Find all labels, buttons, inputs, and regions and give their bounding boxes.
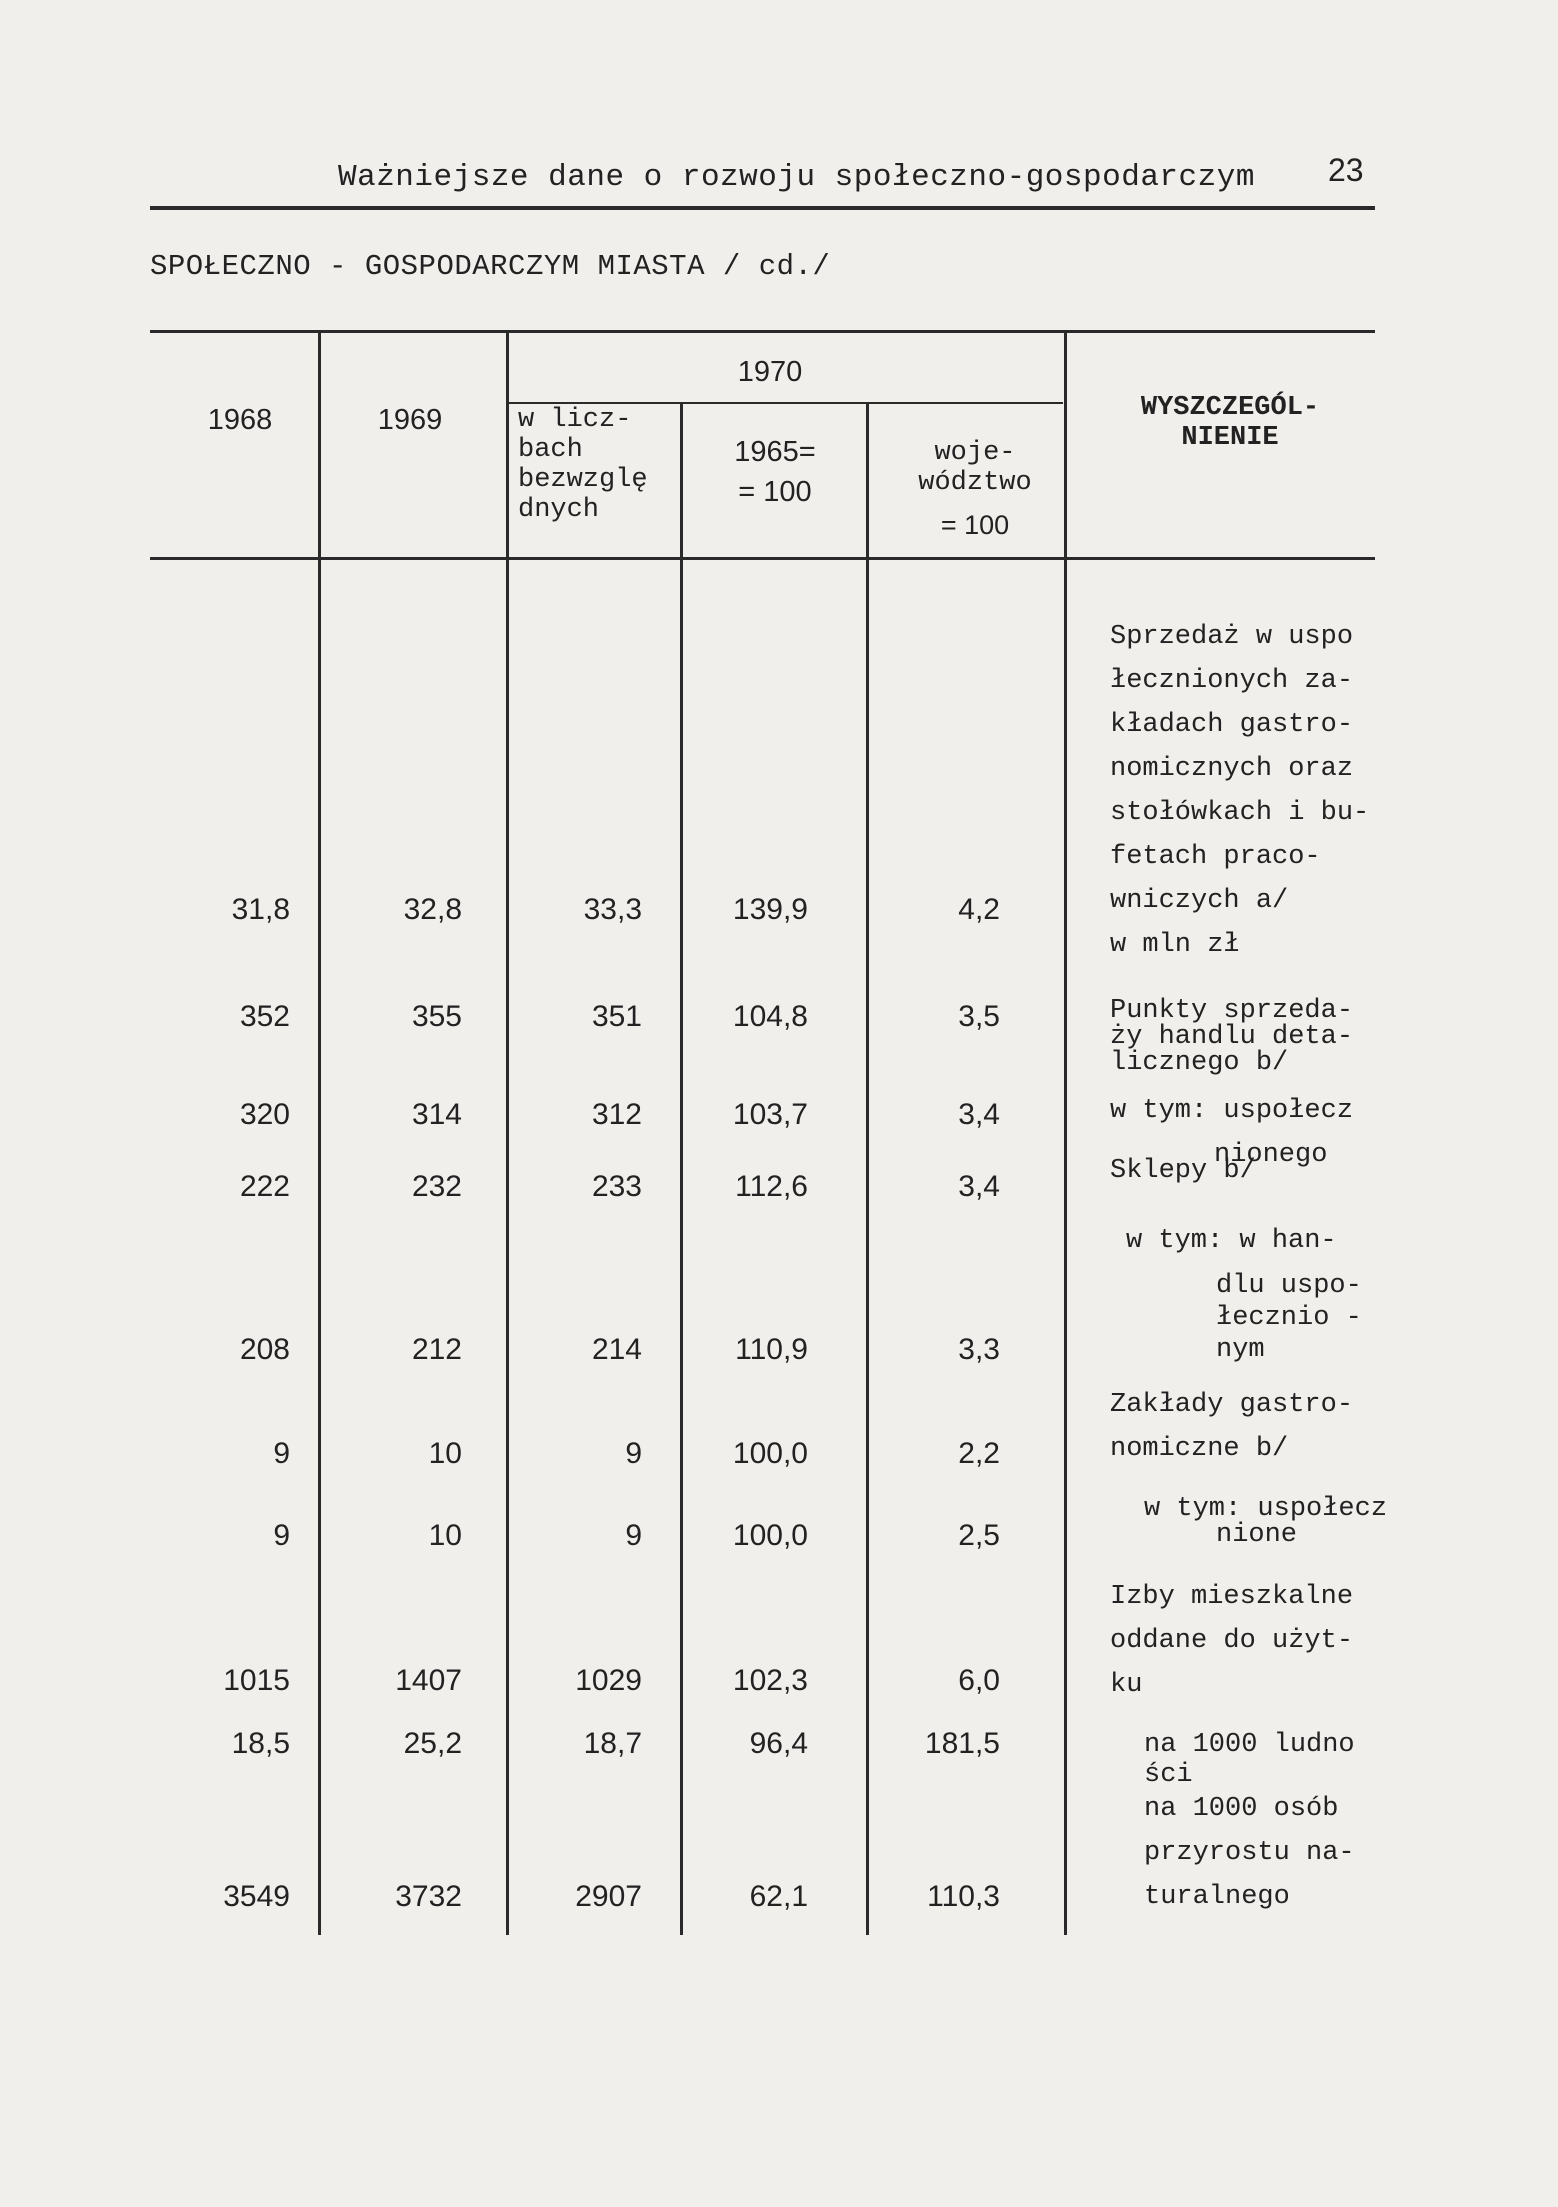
- table-cell: 3,3: [958, 1333, 1000, 1366]
- table-cell: 214: [591, 1333, 642, 1366]
- description-line: nomiczne b/: [1110, 1434, 1289, 1464]
- table-cell: 62,1: [749, 1880, 808, 1913]
- table-cell: 18,5: [231, 1727, 290, 1760]
- description-line: turalnego: [1144, 1882, 1290, 1912]
- table-cell: 96,4: [749, 1727, 808, 1760]
- description-line: w mln zł: [1110, 930, 1240, 960]
- header-bottom-rule: [150, 557, 1375, 560]
- table-cell: 10: [428, 1437, 462, 1470]
- table-cell: 351: [591, 1000, 642, 1033]
- header-1969: 1969: [377, 404, 443, 436]
- description-line: nionego: [1214, 1140, 1328, 1170]
- description-line: ku: [1110, 1670, 1143, 1700]
- table-title: SPOŁECZNO - GOSPODARCZYM MIASTA / cd./: [150, 250, 831, 283]
- table-cell: 103,7: [732, 1098, 808, 1131]
- header-index-1965: 1965= = 100: [734, 436, 816, 508]
- description-line: Izby mieszkalne: [1110, 1582, 1354, 1612]
- description-line: nomicznych oraz: [1110, 754, 1354, 784]
- header-description: WYSZCZEGÓL- NIENIE: [1140, 393, 1320, 453]
- subheader-rule: [508, 402, 1063, 404]
- description-line: wniczych a/: [1110, 886, 1289, 916]
- page-number: 23: [1328, 152, 1364, 188]
- table-cell: 25,2: [403, 1727, 462, 1760]
- header-rule: [150, 206, 1375, 210]
- description-line: Sprzedaż w uspo: [1110, 622, 1354, 652]
- description-line: w tym: uspołecz: [1144, 1494, 1388, 1524]
- description-line: kładach gastro-: [1110, 710, 1354, 740]
- table-cell: 1029: [575, 1664, 642, 1697]
- description-line: Sklepy b/: [1110, 1156, 1256, 1186]
- description-line: w tym: uspołecz: [1110, 1096, 1354, 1126]
- description-line: Punkty sprzeda-: [1110, 996, 1354, 1026]
- table-cell: 222: [239, 1170, 290, 1203]
- table-cell: 1407: [395, 1664, 462, 1697]
- table-cell: 110,9: [735, 1333, 808, 1366]
- description-line: stołówkach i bu-: [1110, 798, 1370, 828]
- description-line: dlu uspo-: [1216, 1271, 1362, 1301]
- table-cell: 100,0: [732, 1519, 808, 1552]
- description-line: fetach praco-: [1110, 842, 1321, 872]
- column-rule: [680, 402, 683, 1935]
- description-line: ści: [1144, 1760, 1193, 1790]
- table-cell: 110,3: [927, 1880, 1000, 1913]
- table-cell: 3,4: [958, 1170, 1000, 1203]
- table-cell: 355: [411, 1000, 462, 1033]
- table-cell: 3732: [395, 1880, 462, 1913]
- table-top-rule: [150, 330, 1375, 333]
- table-cell: 102,3: [732, 1664, 808, 1697]
- table-cell: 212: [411, 1333, 462, 1366]
- table-cell: 312: [591, 1098, 642, 1131]
- table-cell: 352: [239, 1000, 290, 1033]
- table-cell: 139,9: [732, 893, 808, 926]
- table-cell: 208: [239, 1333, 290, 1366]
- table-cell: 100,0: [732, 1437, 808, 1470]
- table-cell: 6,0: [958, 1664, 1000, 1697]
- table-cell: 1015: [223, 1664, 290, 1697]
- table-cell: 3,4: [958, 1098, 1000, 1131]
- table-cell: 104,8: [732, 1000, 808, 1033]
- table-cell: 31,8: [231, 893, 290, 926]
- description-line: łecznionych za-: [1110, 666, 1354, 696]
- running-header: Ważniejsze dane o rozwoju społeczno-gospodarczym: [338, 160, 1255, 195]
- table-cell: 9: [625, 1437, 642, 1470]
- description-line: łecznio -: [1216, 1303, 1362, 1333]
- table-cell: 9: [273, 1519, 290, 1552]
- table-cell: 2,2: [958, 1437, 1000, 1470]
- table-cell: 2907: [575, 1880, 642, 1913]
- description-line: oddane do użyt-: [1110, 1626, 1354, 1656]
- table-cell: 2,5: [958, 1519, 1000, 1552]
- description-line: przyrostu na-: [1144, 1838, 1355, 1868]
- table-cell: 3,5: [958, 1000, 1000, 1033]
- description-line: na 1000 ludno: [1144, 1730, 1355, 1760]
- description-line: nione: [1216, 1520, 1298, 1550]
- table-cell: 3549: [223, 1880, 290, 1913]
- table-cell: 9: [273, 1437, 290, 1470]
- table-cell: 320: [239, 1098, 290, 1131]
- description-line: licznego b/: [1110, 1048, 1289, 1078]
- table-cell: 181,5: [924, 1727, 1000, 1760]
- description-line: Zakłady gastro-: [1110, 1390, 1354, 1420]
- table-cell: 112,6: [735, 1170, 808, 1203]
- table-cell: 4,2: [958, 893, 1000, 926]
- table-cell: 232: [411, 1170, 462, 1203]
- table-cell: 18,7: [583, 1727, 642, 1760]
- description-line: w tym: w han-: [1126, 1226, 1337, 1256]
- header-voivodeship: woje- wództwo = 100: [918, 438, 1032, 540]
- header-1968: 1968: [207, 404, 273, 436]
- table-cell: 32,8: [403, 893, 462, 926]
- description-line: nym: [1216, 1335, 1265, 1365]
- header-1970: 1970: [737, 356, 803, 388]
- table-cell: 233: [591, 1170, 642, 1203]
- column-rule: [866, 402, 869, 1935]
- description-line: ży handlu deta-: [1110, 1022, 1354, 1052]
- header-absolute-values: w licz- bach bezwzglę dnych: [518, 405, 648, 525]
- column-rule: [1064, 330, 1067, 1935]
- table-cell: 314: [411, 1098, 462, 1131]
- description-line: na 1000 osób: [1144, 1794, 1339, 1824]
- table-cell: 9: [625, 1519, 642, 1552]
- table-cell: 10: [428, 1519, 462, 1552]
- table-cell: 33,3: [583, 893, 642, 926]
